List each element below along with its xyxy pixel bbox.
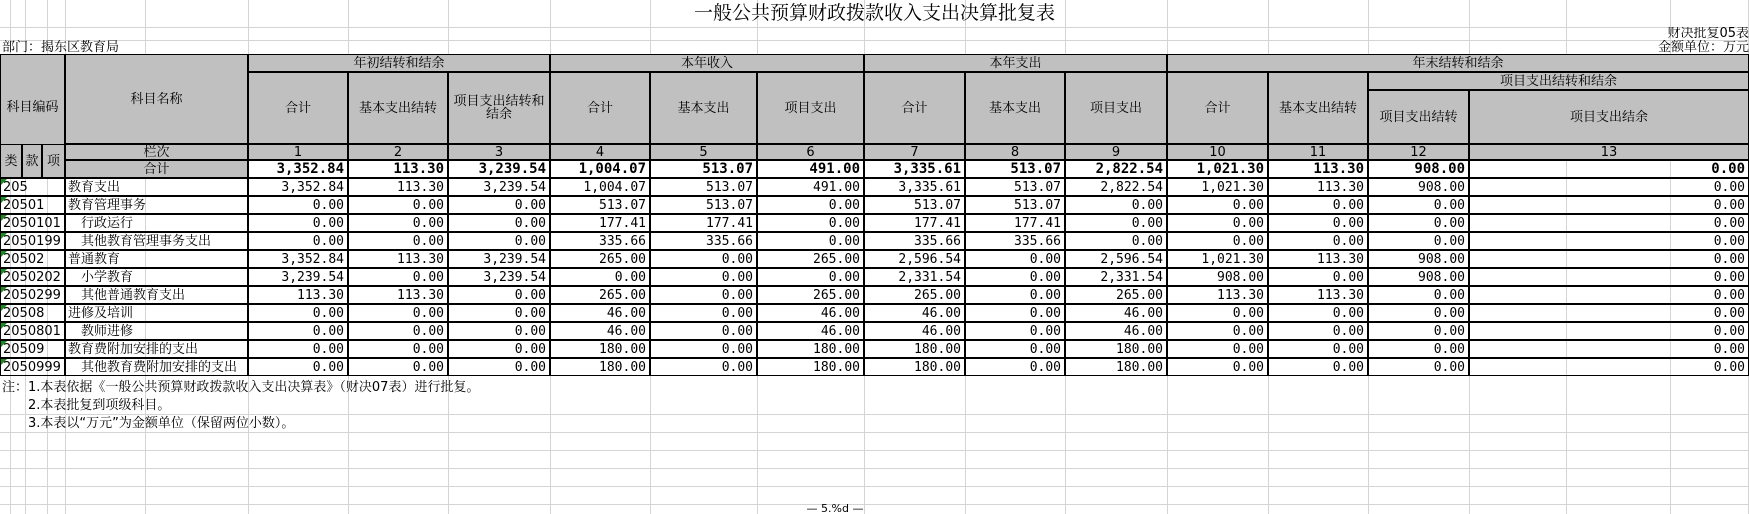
cell-comment-marker (1, 305, 7, 311)
column-header-6: 项目支出 (757, 72, 864, 144)
row-value-cell[interactable]: 0.00 (1065, 196, 1167, 214)
row-value-cell[interactable]: 0.00 (448, 340, 550, 358)
row-value-cell[interactable]: 513.07 (965, 196, 1065, 214)
row-value-cell[interactable]: 0.00 (1167, 304, 1268, 322)
row-value-cell[interactable]: 265.00 (550, 286, 650, 304)
page-title: 一般公共预算财政拨款收入支出决算批复表 (693, 2, 1055, 24)
footnote-line: 2.本表批复到项级科目。 (2, 397, 171, 413)
total-cell[interactable]: 2,822.54 (1065, 160, 1167, 178)
row-value-cell[interactable]: 2,596.54 (1065, 250, 1167, 268)
row-value-cell[interactable]: 177.41 (965, 214, 1065, 232)
row-name[interactable]: 教育管理事务 (65, 196, 248, 214)
row-value-cell[interactable]: 0.00 (1368, 340, 1469, 358)
row-value-cell[interactable]: 46.00 (864, 304, 965, 322)
row-value-cell[interactable]: 1,021.30 (1167, 250, 1268, 268)
row-name[interactable]: 其他教育费附加安排的支出 (65, 358, 248, 376)
row-name[interactable]: 教师进修 (65, 322, 248, 340)
row-value-cell[interactable]: 46.00 (1065, 304, 1167, 322)
row-value-cell[interactable]: 335.66 (550, 232, 650, 250)
row-value-cell[interactable]: 0.00 (965, 304, 1065, 322)
column-number-9: 9 (1065, 144, 1167, 160)
row-value-cell[interactable]: 113.30 (1268, 286, 1368, 304)
column-number-8: 8 (965, 144, 1065, 160)
column-header-13: 项目支出结余 (1469, 90, 1749, 144)
row-value-cell[interactable]: 265.00 (757, 286, 864, 304)
row-value-cell[interactable]: 2,331.54 (864, 268, 965, 286)
column-header-1: 合计 (248, 72, 348, 144)
column-header-8: 基本支出 (965, 72, 1065, 144)
row-value-cell[interactable]: 0.00 (248, 322, 348, 340)
row-value-cell[interactable]: 0.00 (1167, 214, 1268, 232)
row-value-cell[interactable]: 335.66 (965, 232, 1065, 250)
column-number-11: 11 (1268, 144, 1368, 160)
row-value-cell[interactable]: 0.00 (965, 250, 1065, 268)
row-value-cell[interactable]: 0.00 (650, 268, 757, 286)
header-group-project-closing: 项目支出结转和结余 (1368, 72, 1749, 90)
column-number-4: 4 (550, 144, 650, 160)
row-value-cell[interactable]: 0.00 (448, 214, 550, 232)
row-name[interactable]: 其他普通教育支出 (65, 286, 248, 304)
row-value-cell[interactable]: 0.00 (348, 340, 448, 358)
row-value-cell[interactable]: 908.00 (1368, 268, 1469, 286)
row-value-cell[interactable]: 177.41 (650, 214, 757, 232)
row-value-cell[interactable]: 46.00 (757, 304, 864, 322)
row-value-cell[interactable]: 0.00 (1368, 304, 1469, 322)
row-value-cell[interactable]: 0.00 (348, 304, 448, 322)
row-value-cell[interactable]: 0.00 (1368, 232, 1469, 250)
row-value-cell[interactable]: 46.00 (550, 322, 650, 340)
row-value-cell[interactable]: 0.00 (448, 304, 550, 322)
row-value-cell[interactable]: 0.00 (1368, 196, 1469, 214)
row-value-cell[interactable]: 0.00 (1065, 214, 1167, 232)
row-value-cell[interactable]: 0.00 (248, 214, 348, 232)
row-value-cell[interactable]: 0.00 (1368, 358, 1469, 376)
header-lanci: 栏次 (65, 144, 248, 160)
row-value-cell[interactable]: 0.00 (1469, 196, 1749, 214)
row-value-cell[interactable]: 0.00 (1469, 358, 1749, 376)
row-value-cell[interactable]: 3,239.54 (248, 268, 348, 286)
footnote-line: 3.本表以“万元”为金额单位（保留两位小数）。 (2, 415, 295, 431)
row-value-cell[interactable]: 3,352.84 (248, 178, 348, 196)
column-number-7: 7 (864, 144, 965, 160)
page-number-footer: — 5.%d — (806, 502, 864, 514)
row-value-cell[interactable]: 908.00 (1368, 250, 1469, 268)
row-value-cell[interactable]: 113.30 (1167, 286, 1268, 304)
row-value-cell[interactable]: 0.00 (448, 322, 550, 340)
row-name[interactable]: 教育支出 (65, 178, 248, 196)
row-value-cell[interactable]: 0.00 (650, 358, 757, 376)
row-value-cell[interactable]: 0.00 (1469, 286, 1749, 304)
grid-line (0, 432, 1749, 433)
row-value-cell[interactable]: 46.00 (864, 322, 965, 340)
row-value-cell[interactable]: 180.00 (1065, 358, 1167, 376)
column-number-12: 12 (1368, 144, 1469, 160)
header-heji: 合计 (65, 160, 248, 178)
row-value-cell[interactable]: 335.66 (650, 232, 757, 250)
row-value-cell[interactable]: 0.00 (1469, 214, 1749, 232)
row-value-cell[interactable]: 908.00 (1368, 178, 1469, 196)
row-value-cell[interactable]: 180.00 (550, 340, 650, 358)
total-cell[interactable]: 1,004.07 (550, 160, 650, 178)
column-number-10: 10 (1167, 144, 1268, 160)
row-value-cell[interactable]: 180.00 (550, 358, 650, 376)
row-value-cell[interactable]: 113.30 (248, 286, 348, 304)
row-value-cell[interactable]: 0.00 (448, 358, 550, 376)
total-cell[interactable]: 3,335.61 (864, 160, 965, 178)
row-value-cell[interactable]: 0.00 (965, 268, 1065, 286)
row-value-cell[interactable]: 0.00 (1469, 268, 1749, 286)
header-name: 科目名称 (65, 54, 248, 144)
row-value-cell[interactable]: 180.00 (864, 340, 965, 358)
row-value-cell[interactable]: 1,021.30 (1167, 178, 1268, 196)
row-value-cell[interactable]: 0.00 (1368, 286, 1469, 304)
cell-comment-marker (1, 269, 7, 275)
row-code[interactable]: 2050199 (0, 232, 65, 250)
row-value-cell[interactable]: 0.00 (1167, 196, 1268, 214)
row-value-cell[interactable]: 0.00 (348, 322, 448, 340)
unit-label: 金额单位：万元 (1657, 40, 1749, 54)
row-value-cell[interactable]: 0.00 (248, 232, 348, 250)
row-value-cell[interactable]: 113.30 (348, 250, 448, 268)
row-value-cell[interactable]: 265.00 (550, 250, 650, 268)
row-code[interactable]: 2050801 (0, 322, 65, 340)
row-value-cell[interactable]: 0.00 (1268, 268, 1368, 286)
row-value-cell[interactable]: 3,352.84 (248, 250, 348, 268)
cell-comment-marker (1, 179, 7, 185)
row-value-cell[interactable]: 0.00 (650, 322, 757, 340)
row-name[interactable]: 小学教育 (65, 268, 248, 286)
row-value-cell[interactable]: 0.00 (757, 268, 864, 286)
total-cell[interactable]: 908.00 (1368, 160, 1469, 178)
row-value-cell[interactable]: 0.00 (1268, 196, 1368, 214)
row-code[interactable]: 20508 (0, 304, 65, 322)
header-group-opening: 年初结转和结余 (248, 54, 550, 72)
row-value-cell[interactable]: 2,331.54 (1065, 268, 1167, 286)
row-value-cell[interactable]: 0.00 (650, 250, 757, 268)
row-value-cell[interactable]: 491.00 (757, 178, 864, 196)
row-value-cell[interactable]: 513.07 (650, 196, 757, 214)
row-value-cell[interactable]: 177.41 (864, 214, 965, 232)
cell-comment-marker (1, 359, 7, 365)
row-value-cell[interactable]: 0.00 (448, 286, 550, 304)
row-value-cell[interactable]: 0.00 (248, 196, 348, 214)
row-value-cell[interactable]: 0.00 (1167, 358, 1268, 376)
column-header-10: 合计 (1167, 72, 1268, 144)
cell-comment-marker (1, 233, 7, 239)
row-value-cell[interactable]: 0.00 (965, 286, 1065, 304)
row-name[interactable]: 行政运行 (65, 214, 248, 232)
row-code[interactable]: 2050202 (0, 268, 65, 286)
row-value-cell[interactable]: 0.00 (650, 304, 757, 322)
row-value-cell[interactable]: 0.00 (248, 304, 348, 322)
row-value-cell[interactable]: 180.00 (1065, 340, 1167, 358)
row-value-cell[interactable]: 265.00 (864, 286, 965, 304)
row-value-cell[interactable]: 0.00 (1268, 304, 1368, 322)
total-cell[interactable]: 3,352.84 (248, 160, 348, 178)
total-cell[interactable]: 513.07 (965, 160, 1065, 178)
row-value-cell[interactable]: 1,004.07 (550, 178, 650, 196)
row-value-cell[interactable]: 0.00 (1268, 232, 1368, 250)
column-header-4: 合计 (550, 72, 650, 144)
column-number-13: 13 (1469, 144, 1749, 160)
row-value-cell[interactable]: 335.66 (864, 232, 965, 250)
header-xiang: 项 (42, 144, 65, 178)
row-value-cell[interactable]: 0.00 (650, 340, 757, 358)
row-value-cell[interactable]: 0.00 (1469, 178, 1749, 196)
row-value-cell[interactable]: 0.00 (348, 268, 448, 286)
row-value-cell[interactable]: 180.00 (757, 340, 864, 358)
row-code[interactable]: 20502 (0, 250, 65, 268)
column-header-7: 合计 (864, 72, 965, 144)
row-value-cell[interactable]: 265.00 (757, 250, 864, 268)
row-value-cell[interactable]: 177.41 (550, 214, 650, 232)
grid-line (0, 27, 1749, 28)
cell-comment-marker (1, 197, 7, 203)
cell-comment-marker (1, 215, 7, 221)
row-value-cell[interactable]: 908.00 (1167, 268, 1268, 286)
header-group-income: 本年收入 (550, 54, 864, 72)
column-number-3: 3 (448, 144, 550, 160)
row-value-cell[interactable]: 2,822.54 (1065, 178, 1167, 196)
row-value-cell[interactable]: 0.00 (1268, 214, 1368, 232)
column-number-6: 6 (757, 144, 864, 160)
row-value-cell[interactable]: 3,239.54 (448, 178, 550, 196)
row-value-cell[interactable]: 180.00 (757, 358, 864, 376)
row-value-cell[interactable]: 0.00 (550, 268, 650, 286)
column-header-12: 项目支出结转 (1368, 90, 1469, 144)
row-value-cell[interactable]: 3,239.54 (448, 268, 550, 286)
cell-comment-marker (1, 323, 7, 329)
column-header-3: 项目支出结转和结余 (448, 72, 550, 144)
row-value-cell[interactable]: 46.00 (1065, 322, 1167, 340)
row-value-cell[interactable]: 0.00 (757, 196, 864, 214)
row-value-cell[interactable]: 113.30 (348, 178, 448, 196)
row-value-cell[interactable]: 0.00 (757, 214, 864, 232)
row-value-cell[interactable]: 0.00 (1368, 322, 1469, 340)
row-value-cell[interactable]: 0.00 (348, 196, 448, 214)
row-value-cell[interactable]: 2,596.54 (864, 250, 965, 268)
row-value-cell[interactable]: 0.00 (1268, 340, 1368, 358)
row-value-cell[interactable]: 46.00 (757, 322, 864, 340)
header-code: 科目编码 (0, 54, 65, 160)
row-value-cell[interactable]: 0.00 (757, 232, 864, 250)
row-value-cell[interactable]: 0.00 (348, 232, 448, 250)
row-value-cell[interactable]: 0.00 (965, 358, 1065, 376)
row-value-cell[interactable]: 0.00 (1268, 358, 1368, 376)
cell-comment-marker (1, 287, 7, 293)
column-header-11: 基本支出结转 (1268, 72, 1368, 144)
footnote-line: 注：1.本表依据《一般公共预算财政拨款收入支出决算表》（财决07表）进行批复。 (2, 379, 480, 395)
row-value-cell[interactable]: 113.30 (1268, 178, 1368, 196)
row-value-cell[interactable]: 0.00 (1469, 250, 1749, 268)
form-code: 财决批复05表 (1667, 27, 1749, 40)
cell-comment-marker (1, 251, 7, 257)
row-value-cell[interactable]: 3,239.54 (448, 250, 550, 268)
row-value-cell[interactable]: 0.00 (965, 340, 1065, 358)
row-value-cell[interactable]: 0.00 (348, 358, 448, 376)
row-name[interactable]: 其他教育管理事务支出 (65, 232, 248, 250)
row-value-cell[interactable]: 0.00 (1469, 340, 1749, 358)
column-header-5: 基本支出 (650, 72, 757, 144)
row-value-cell[interactable]: 513.07 (864, 196, 965, 214)
column-header-2: 基本支出结转 (348, 72, 448, 144)
row-value-cell[interactable]: 3,335.61 (864, 178, 965, 196)
column-number-1: 1 (248, 144, 348, 160)
column-header-9: 项目支出 (1065, 72, 1167, 144)
row-value-cell[interactable]: 0.00 (1167, 340, 1268, 358)
header-kuan: 款 (22, 144, 42, 178)
cell-comment-marker (1, 341, 7, 347)
row-value-cell[interactable]: 0.00 (1469, 304, 1749, 322)
row-value-cell[interactable]: 0.00 (448, 232, 550, 250)
total-cell[interactable]: 113.30 (348, 160, 448, 178)
column-number-5: 5 (650, 144, 757, 160)
row-value-cell[interactable]: 113.30 (348, 286, 448, 304)
grid-line (0, 468, 1749, 469)
row-value-cell[interactable]: 46.00 (550, 304, 650, 322)
row-code[interactable]: 205 (0, 178, 65, 196)
row-value-cell[interactable]: 0.00 (965, 322, 1065, 340)
row-name[interactable]: 普通教育 (65, 250, 248, 268)
row-value-cell[interactable]: 513.07 (550, 196, 650, 214)
grid-line (0, 450, 1749, 451)
row-value-cell[interactable]: 113.30 (1268, 250, 1368, 268)
row-code[interactable]: 20509 (0, 340, 65, 358)
row-value-cell[interactable]: 0.00 (650, 286, 757, 304)
total-cell[interactable]: 3,239.54 (448, 160, 550, 178)
row-value-cell[interactable]: 513.07 (965, 178, 1065, 196)
grid-line (0, 486, 1749, 487)
row-code[interactable]: 2050299 (0, 286, 65, 304)
row-value-cell[interactable]: 0.00 (448, 196, 550, 214)
row-value-cell[interactable]: 0.00 (1469, 232, 1749, 250)
column-number-2: 2 (348, 144, 448, 160)
row-code[interactable]: 20501 (0, 196, 65, 214)
row-value-cell[interactable]: 180.00 (864, 358, 965, 376)
row-value-cell[interactable]: 0.00 (1268, 322, 1368, 340)
row-name[interactable]: 教育费附加安排的支出 (65, 340, 248, 358)
row-value-cell[interactable]: 0.00 (1167, 322, 1268, 340)
row-name[interactable]: 进修及培训 (65, 304, 248, 322)
row-value-cell[interactable]: 0.00 (348, 214, 448, 232)
row-value-cell[interactable]: 0.00 (1065, 232, 1167, 250)
total-cell[interactable]: 1,021.30 (1167, 160, 1268, 178)
total-cell[interactable]: 513.07 (650, 160, 757, 178)
row-value-cell[interactable]: 513.07 (650, 178, 757, 196)
row-value-cell[interactable]: 0.00 (1469, 322, 1749, 340)
total-cell[interactable]: 113.30 (1268, 160, 1368, 178)
header-group-closing: 年末结转和结余 (1167, 54, 1749, 72)
department-label: 部门：揭东区教育局 (2, 40, 120, 54)
row-value-cell[interactable]: 0.00 (1368, 214, 1469, 232)
row-value-cell[interactable]: 265.00 (1065, 286, 1167, 304)
row-code[interactable]: 2050999 (0, 358, 65, 376)
header-group-expense: 本年支出 (864, 54, 1167, 72)
header-lei: 类 (0, 144, 22, 178)
row-value-cell[interactable]: 0.00 (1167, 232, 1268, 250)
row-value-cell[interactable]: 0.00 (248, 340, 348, 358)
row-code[interactable]: 2050101 (0, 214, 65, 232)
total-cell[interactable]: 491.00 (757, 160, 864, 178)
row-value-cell[interactable]: 0.00 (248, 358, 348, 376)
total-cell[interactable]: 0.00 (1469, 160, 1749, 178)
